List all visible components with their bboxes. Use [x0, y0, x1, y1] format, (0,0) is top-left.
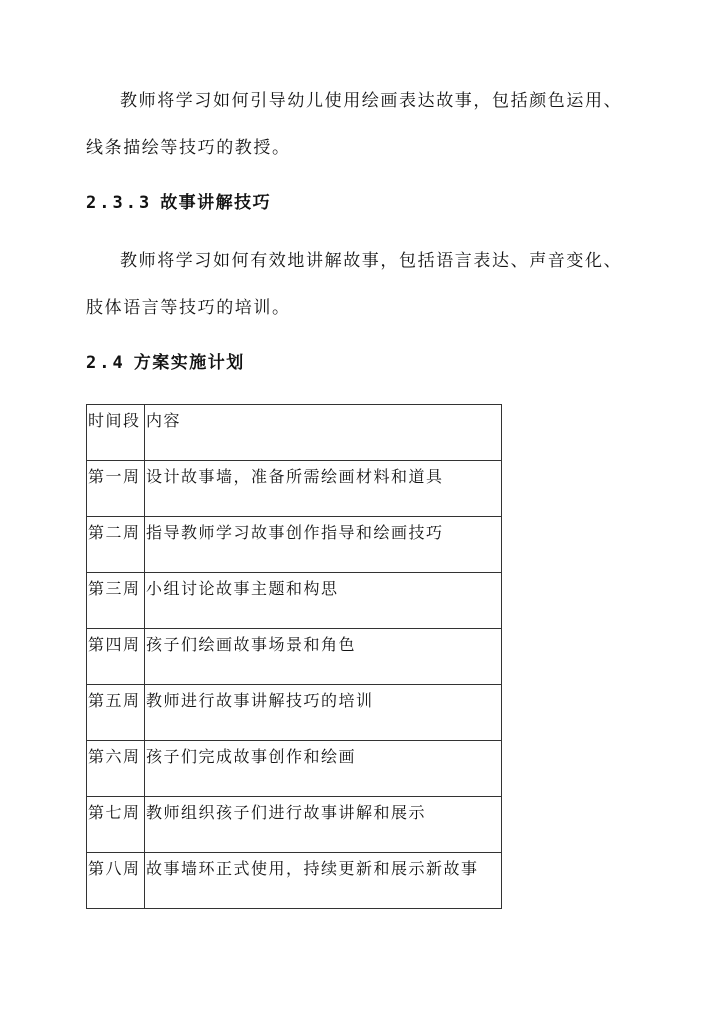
- content-cell: 设计故事墙，准备所需绘画材料和道具: [145, 461, 502, 517]
- week-cell: 第六周: [87, 741, 145, 797]
- week-cell: 第一周: [87, 461, 145, 517]
- section-number: 2.4: [86, 353, 126, 373]
- content-cell: 小组讨论故事主题和构思: [145, 573, 502, 629]
- week-cell: 第二周: [87, 517, 145, 573]
- section-title: 方案实施计划: [133, 353, 245, 373]
- paragraph-line: 线条描绘等技巧的教授。: [86, 138, 291, 158]
- section-title: 故事讲解技巧: [160, 193, 272, 213]
- table-row: [87, 573, 502, 629]
- content-cell: 教师组织孩子们进行故事讲解和展示: [145, 797, 502, 853]
- week-cell: 第五周: [87, 685, 145, 741]
- week-cell: 第三周: [87, 573, 145, 629]
- week-cell: 第四周: [87, 629, 145, 685]
- content-cell: 教师进行故事讲解技巧的培训: [145, 685, 502, 741]
- section-heading-2-4: [86, 348, 245, 373]
- table-header-cell: 时间段: [87, 405, 145, 461]
- content-cell: 孩子们绘画故事场景和角色: [145, 629, 502, 685]
- implementation-plan-table: [86, 404, 502, 909]
- table-row: [87, 517, 502, 573]
- section-heading-2-3-3: [86, 188, 271, 213]
- table-row: [87, 461, 502, 517]
- section-number: 2.3.3: [86, 193, 153, 213]
- week-cell: 第八周: [87, 853, 145, 909]
- week-cell: 第七周: [87, 797, 145, 853]
- content-cell: 孩子们完成故事创作和绘画: [145, 741, 502, 797]
- table-row: [87, 629, 502, 685]
- paragraph-line: 教师将学习如何有效地讲解故事，包括语言表达、声音变化、: [120, 251, 623, 271]
- table-row: [87, 685, 502, 741]
- paragraph-line: 教师将学习如何引导幼儿使用绘画表达故事，包括颜色运用、: [120, 91, 623, 111]
- table-row: [87, 797, 502, 853]
- table-header-cell: 内容: [145, 405, 502, 461]
- content-cell: 故事墙环正式使用，持续更新和展示新故事: [145, 853, 502, 909]
- paragraph-line: 肢体语言等技巧的培训。: [86, 298, 291, 318]
- table-row: [87, 741, 502, 797]
- table-row: [87, 853, 502, 909]
- table-header-row: [87, 405, 502, 461]
- content-cell: 指导教师学习故事创作指导和绘画技巧: [145, 517, 502, 573]
